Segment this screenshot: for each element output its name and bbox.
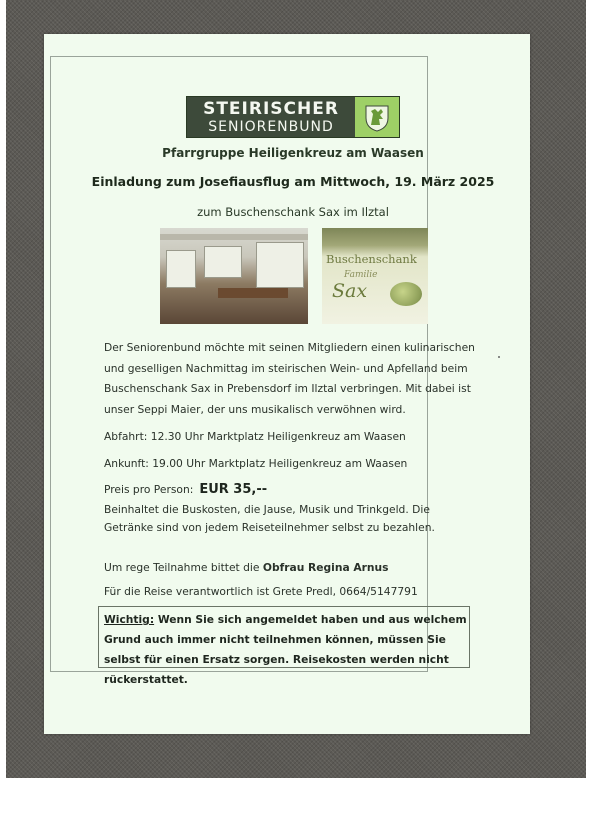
brand-title: Buschenschank — [326, 252, 417, 266]
warning-label: Wichtig: — [104, 613, 155, 626]
panther-crest-icon — [355, 97, 399, 137]
price-label: Preis pro Person: — [104, 483, 194, 496]
intro-line: Buschenschank Sax in Prebensdorf im Ilztal verbringen. Mit dabei ist — [104, 382, 471, 395]
destination: zum Buschenschank Sax im Ilztal — [197, 205, 389, 219]
brand-name: Sax — [332, 280, 368, 302]
seniorenbund-logo — [186, 96, 400, 138]
buschenschank-logo — [322, 228, 428, 324]
brand-family: Familie — [344, 270, 378, 280]
intro-line: und geselligen Nachmittag im steirischen Wein- und Apfelland beim — [104, 361, 468, 375]
arrival-line: Ankunft: 19.00 Uhr Marktplatz Heiligenkreuz am Waasen — [104, 457, 408, 470]
price-value: EUR 35,-- — [199, 482, 268, 497]
warning-text — [104, 610, 468, 690]
warning-body: Wenn Sie sich angemeldet haben und aus welchem Grund auch immer nicht teilnehmen können, müssen Sie selbst für einen Ersatz sorgen. Reisekosten werden nicht rückerstattet. — [104, 613, 467, 686]
logo-line-1: STEIRISCHER — [203, 98, 339, 119]
responsible-line: Für die Reise verantwortlich ist Grete Predl, 0664/5147791 — [104, 585, 418, 598]
price-includes-line: Beinhaltet die Buskosten, die Jause, Musik und Trinkgeld. Die — [104, 503, 430, 516]
subtitle: Pfarrgruppe Heiligenkreuz am Waasen — [162, 146, 424, 160]
restaurant-photo — [160, 228, 308, 324]
speck — [498, 356, 500, 358]
organizer-name: Obfrau Regina Arnus — [262, 561, 389, 574]
logo-line-2: SENIORENBUND — [208, 118, 334, 135]
grape-apple-icon — [390, 282, 422, 306]
price-includes-line: Getränke sind von jedem Reiseteilnehmer selbst zu bezahlen. — [104, 521, 435, 534]
participation-prefix: Um rege Teilnahme bittet die — [104, 561, 263, 574]
departure-line: Abfahrt: 12.30 Uhr Marktplatz Heiligenkreuz am Waasen — [104, 430, 406, 443]
price-line — [104, 482, 267, 497]
intro-line: unser Seppi Maier, der uns musikalisch verwöhnen wird. — [104, 402, 406, 416]
logo-text — [187, 97, 355, 137]
headline: Einladung zum Josefiausflug am Mittwoch, 19. März 2025 — [91, 174, 495, 189]
participation-line — [104, 561, 389, 574]
intro-paragraph — [104, 338, 500, 420]
intro-line: Der Seniorenbund möchte mit seinen Mitgliedern einen kulinarischen — [104, 341, 475, 354]
